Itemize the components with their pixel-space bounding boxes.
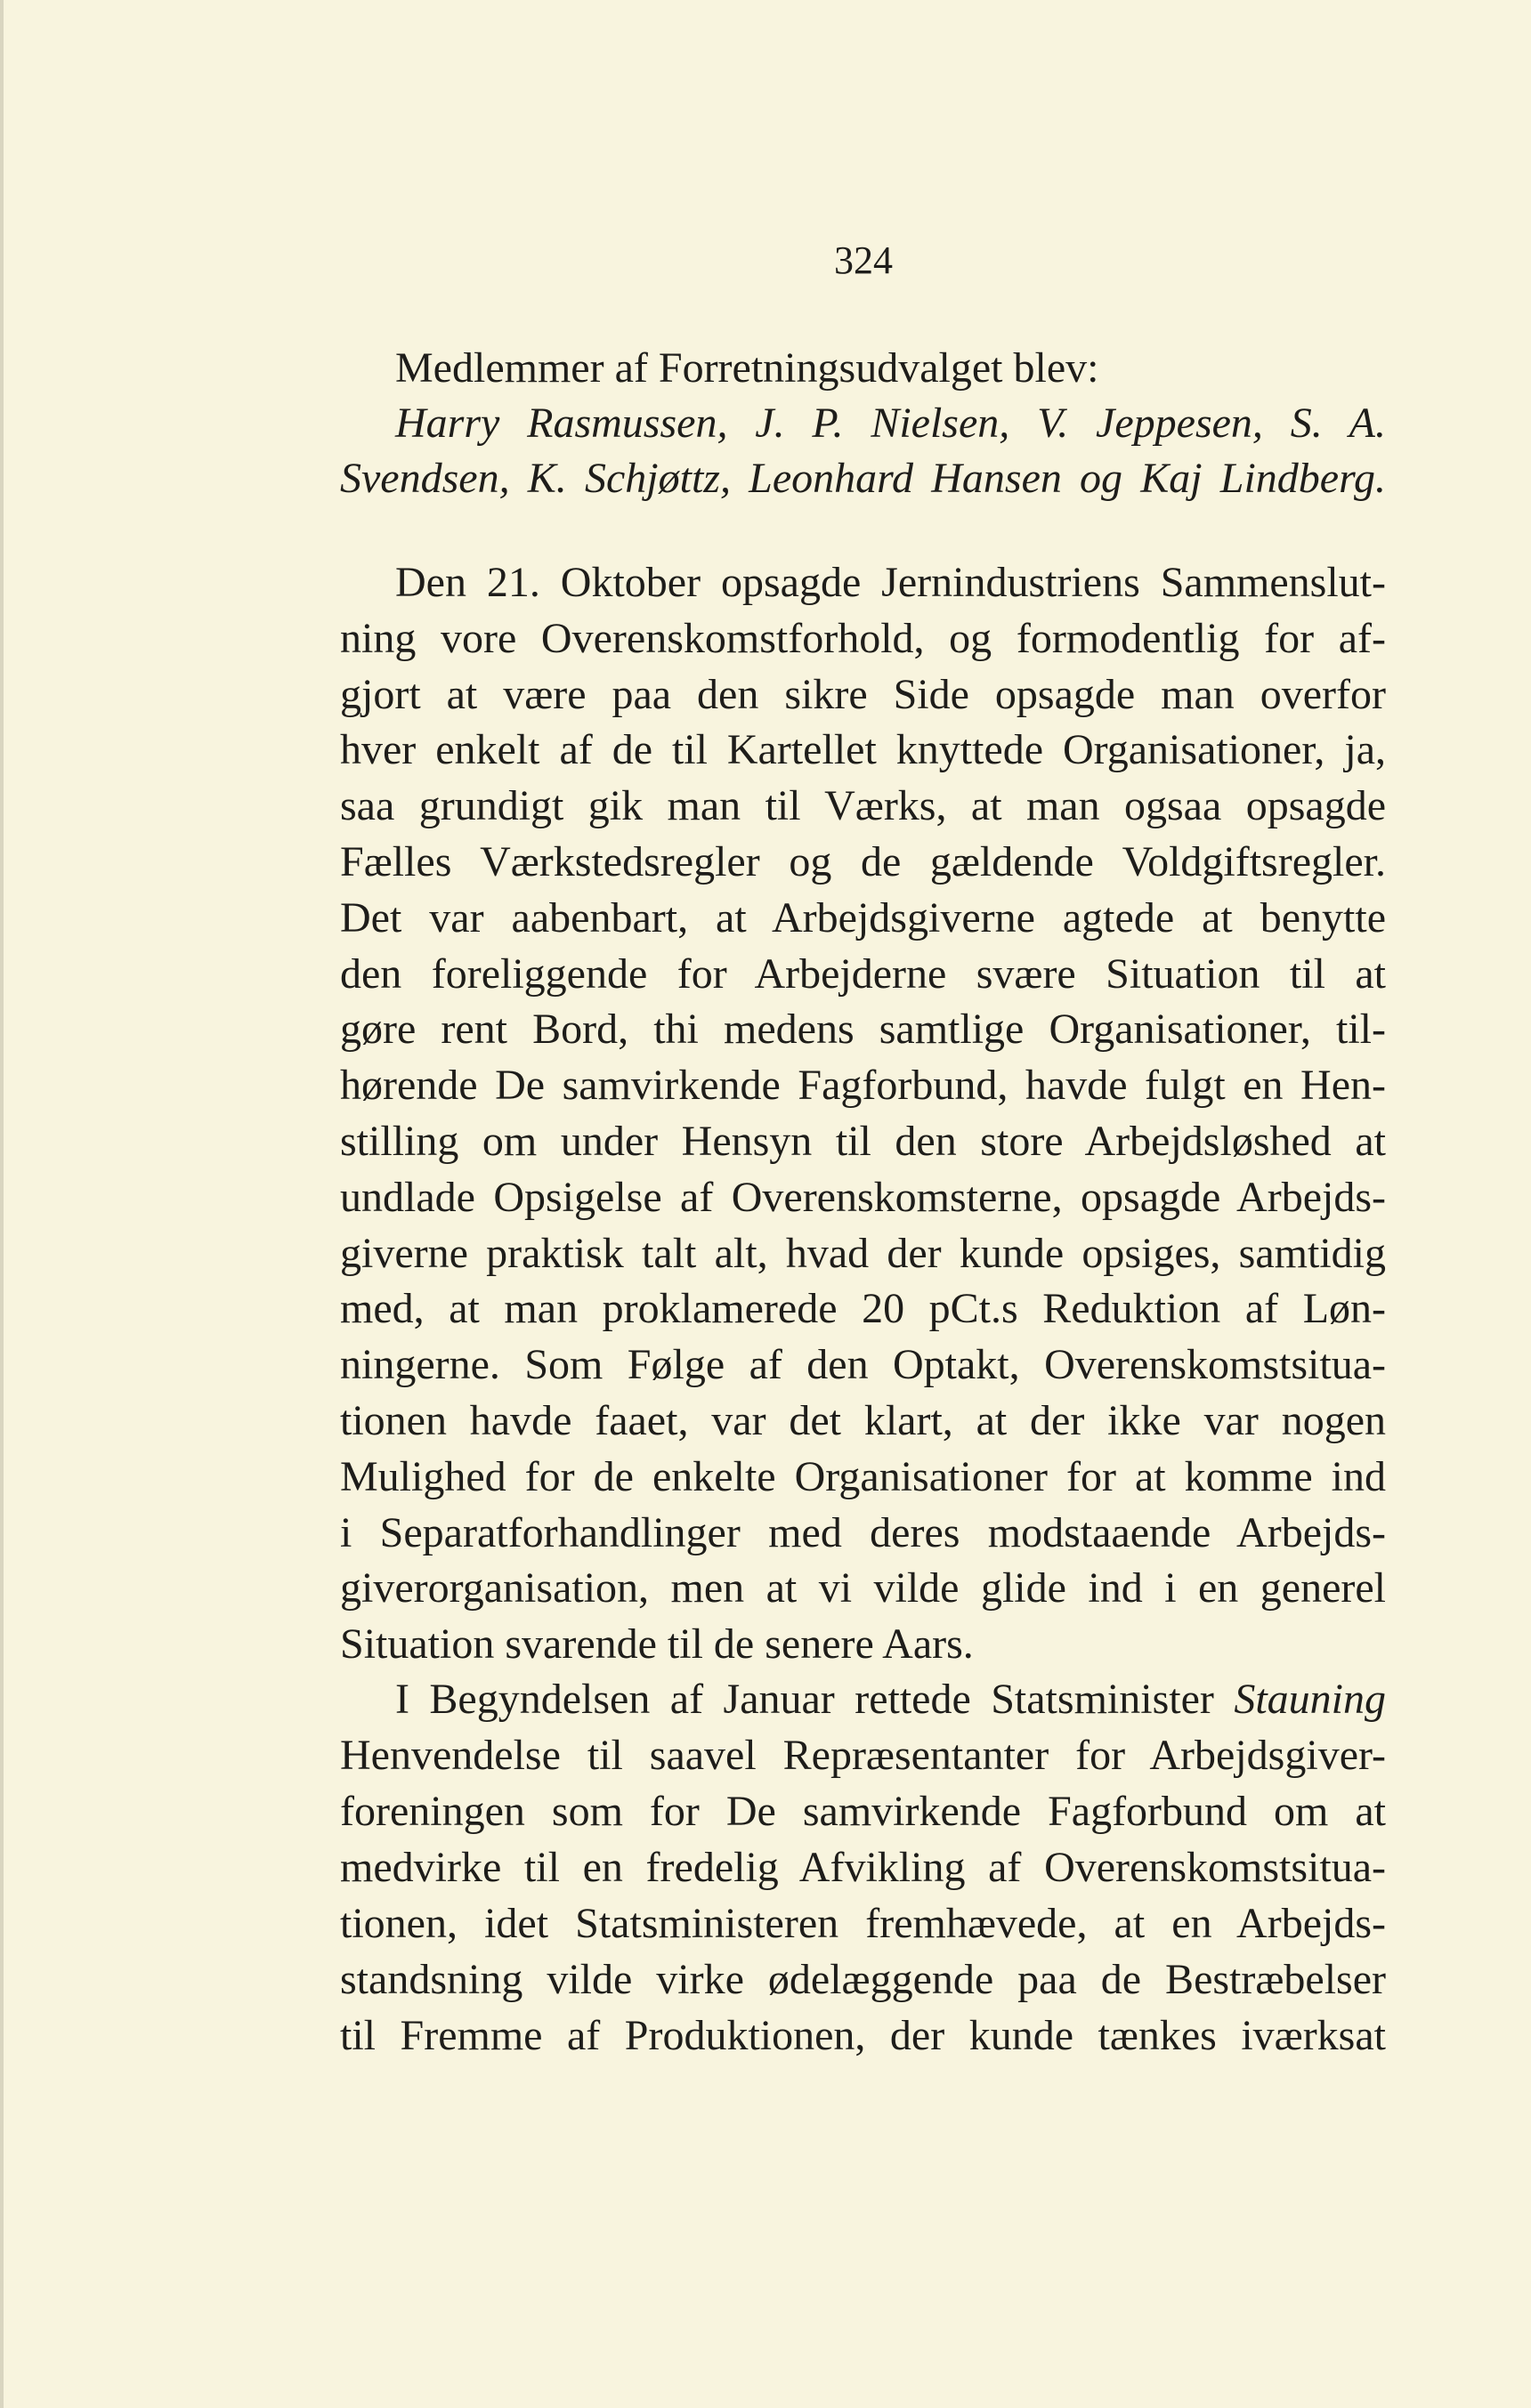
line-text: foreningen som for De samvirkende Fagforbund om at — [340, 1788, 1386, 1835]
line-text: hørende De samvirkende Fagforbund, havde fulgt en Hen- — [340, 1062, 1386, 1110]
line-text: ning vore Overenskomstforhold, og formodentlig for af- — [340, 614, 1386, 662]
paragraph-1-line — [340, 450, 1386, 506]
line-text: I Begyndelsen af Januar rettede Statsminister — [395, 1676, 1235, 1723]
line-text: gøre rent Bord, thi medens samtlige Organisationer, til- — [340, 1006, 1386, 1054]
line-text: til Fremme af Produktionen, der kunde tænkes iværksat — [340, 2012, 1386, 2059]
line-text: stilling om under Hensyn til den store Arbejdsløshed at — [340, 1118, 1386, 1165]
paragraph-2-line — [340, 890, 1386, 946]
scan-edge — [0, 0, 4, 2408]
line-text: Det var aabenbart, at Arbejdsgiverne agtede at benytte — [340, 893, 1386, 941]
paragraph-3-line — [395, 1671, 1386, 1727]
paragraph-2-line — [340, 1449, 1386, 1505]
line-text: Medlemmer af Forretningsudvalget blev: — [395, 344, 1099, 392]
paragraph-2-line — [340, 1281, 1386, 1337]
line-text: undlade Opsigelse af Overenskomsterne, opsagde Arbejds- — [340, 1173, 1386, 1221]
line-text: Den 21. Oktober opsagde Jernindustriens Sammenslut- — [395, 559, 1386, 606]
paragraph-3-line — [340, 2008, 1386, 2064]
paragraph-1-line — [395, 395, 1386, 451]
line-text: Harry Rasmussen, J. P. Nielsen, V. Jeppesen, S. A. — [395, 400, 1386, 447]
line-text: tionen, idet Statsministeren fremhævede, at en Arbejds- — [340, 1900, 1386, 1947]
paragraph-2-line — [340, 1113, 1386, 1169]
paragraph-2-line — [340, 1393, 1386, 1449]
paragraph-1-line — [395, 340, 1386, 396]
line-text: giverorganisation, men at vi vilde glide ind i en generel — [340, 1564, 1386, 1612]
line-text: tionen havde faaet, var det klart, at der ikke var nogen — [340, 1397, 1386, 1444]
paragraph-2-line — [340, 1225, 1386, 1281]
paragraph-2-line — [340, 1001, 1386, 1057]
line-text: ningerne. Som Følge af den Optakt, Overenskomstsitua- — [340, 1341, 1386, 1389]
paragraph-2-line — [340, 1337, 1386, 1393]
line-text: med, at man proklamerede 20 pCt.s Reduktion af Løn- — [340, 1285, 1386, 1333]
paragraph-2-line — [340, 1616, 1386, 1672]
line-text: hver enkelt af de til Kartellet knyttede Organisationer, ja, — [340, 726, 1386, 774]
line-text: gjort at være paa den sikre Side opsagde man overfor — [340, 670, 1386, 718]
paragraph-2-line — [340, 667, 1386, 723]
line-text: Fælles Værkstedsregler og de gældende Voldgiftsregler. — [340, 838, 1386, 885]
paragraph-2-line — [340, 778, 1386, 834]
line-text: Svendsen, K. Schjøttz, Leonhard Hansen og Kaj Lindberg. — [340, 455, 1386, 502]
line-text: medvirke til en fredelig Afvikling af Overenskomstsitua- — [340, 1844, 1386, 1891]
paragraph-2-line — [340, 946, 1386, 1002]
page-number: 324 — [834, 238, 893, 282]
paragraph-3-line — [340, 1839, 1386, 1895]
line-text: Mulighed for de enkelte Organisationer for at komme ind — [340, 1452, 1386, 1500]
paragraph-2-line — [340, 1057, 1386, 1113]
paragraph-2-line — [340, 1505, 1386, 1561]
line-text: i Separatforhandlinger med deres modstaaende Arbejds- — [340, 1508, 1386, 1556]
paragraph-2-line — [395, 554, 1386, 610]
paragraph-2-line — [340, 610, 1386, 667]
line-text: Situation svarende til de senere Aars. — [340, 1620, 974, 1669]
paragraph-3-line — [340, 1951, 1386, 2008]
italic-name: Stauning — [1234, 1676, 1386, 1723]
paragraph-3-line — [340, 1895, 1386, 1951]
paragraph-2-line — [340, 1560, 1386, 1616]
line-text: giverne praktisk talt alt, hvad der kunde opsiges, samtidig — [340, 1229, 1386, 1277]
paragraph-2-line — [340, 722, 1386, 778]
line-text: den foreliggende for Arbejderne svære Situation til at — [340, 949, 1386, 998]
line-text: standsning vilde virke ødelæggende paa de Bestræbelser — [340, 1956, 1386, 2003]
line-text: Henvendelse til saavel Repræsentanter for Arbejdsgiver- — [340, 1732, 1386, 1779]
paragraph-3-line — [340, 1783, 1386, 1839]
line-text: saa grundigt gik man til Værks, at man ogsaa opsagde — [340, 782, 1386, 830]
paragraph-2-line — [340, 834, 1386, 890]
paragraph-3-line — [340, 1727, 1386, 1783]
paragraph-2-line — [340, 1169, 1386, 1225]
